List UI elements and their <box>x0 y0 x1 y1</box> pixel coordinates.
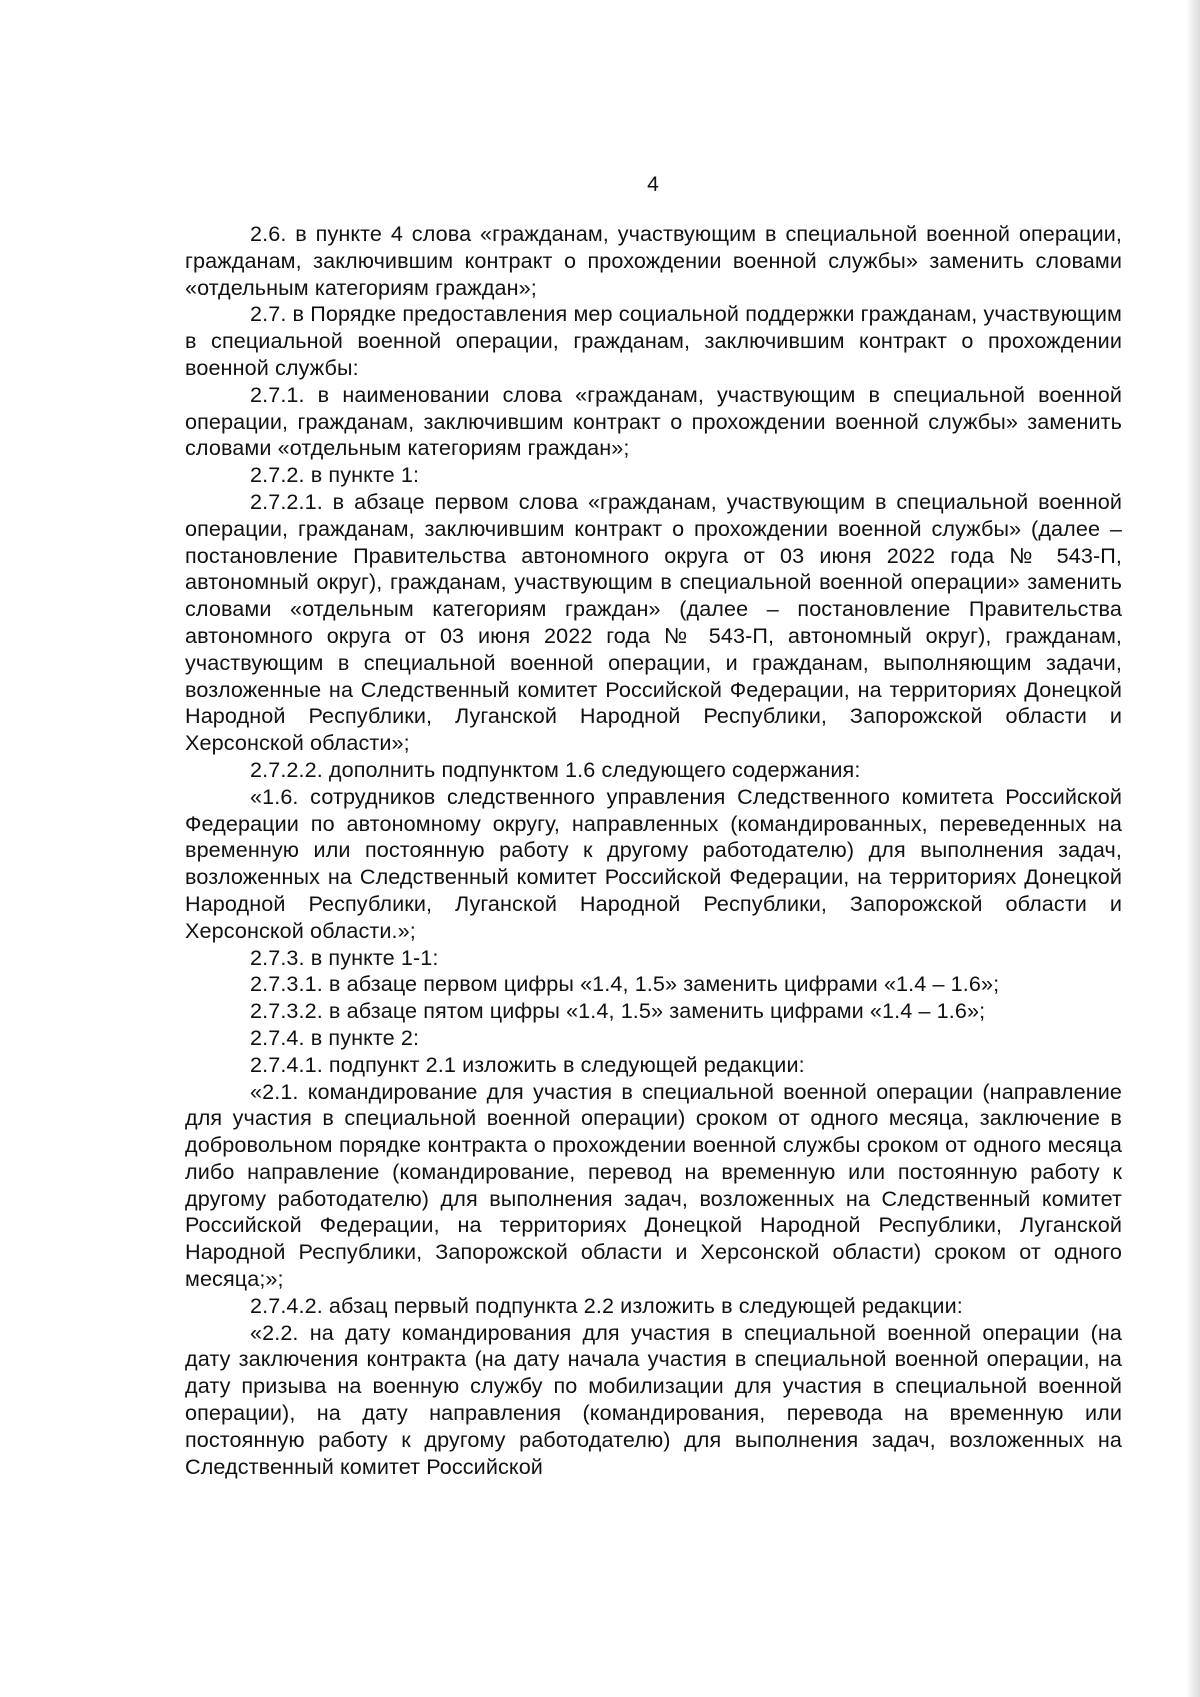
paragraph-2-7-1: 2.7.1. в наименовании слова «гражданам, участвующим в специальной военной операции, гражданам, заключившим контракт о прохождении военной службы» заменить словами «отдельным категориям граждан»; <box>185 381 1122 461</box>
paragraph-2-2-quote: «2.2. на дату командирования для участия в специальной военной операции (на дату заключения контракта (на дату начала участия в специальной военной операции, на дату призыва на военную службу по мобилизации для участия в специальной военной операции), на дату направления (командирования, перевода на временную или постоянную работу к другому работодателю) для выполнения задач, возложенных на Следственный комитет Российской <box>185 1319 1122 1479</box>
paragraph-2-7-3-2: 2.7.3.2. в абзаце пятом цифры «1.4, 1.5» заменить цифрами «1.4 – 1.6»; <box>250 998 986 1024</box>
paragraph-2-7-4-1: 2.7.4.1. подпункт 2.1 изложить в следующей редакции: <box>250 1051 805 1077</box>
paragraph-2-7-4: 2.7.4. в пункте 2: <box>250 1024 420 1050</box>
paragraph-2-7-3: 2.7.3. в пункте 1-1: <box>250 944 439 970</box>
page-number: 4 <box>647 173 659 196</box>
paragraph-2-6: 2.6. в пункте 4 слова «гражданам, участвующим в специальной военной операции, гражданам, заключившим контракт о прохождении военной службы» заменить словами «отдельным категориям граждан»; <box>185 221 1122 300</box>
paragraph-2-7: 2.7. в Порядке предоставления мер социальной поддержки гражданам, участвующим в специальной военной операции, гражданам, заключившим контракт о прохождении военной службы: <box>185 301 1122 380</box>
page-edge-shadow <box>1186 0 1200 1697</box>
paragraph-1-6-quote: «1.6. сотрудников следственного управления Следственного комитета Российской Федерации по автономному округу, направленных (командированных, переведенных на временную или постоянную работу к другому работодателю) для выполнения задач, возложенных на Следственный комитет Российской Федерации, на территориях Донецкой Народной Республики, Луганской Народной Республики, Запорожской области и Херсонской области.»; <box>185 783 1122 943</box>
paragraph-2-7-2-1: 2.7.2.1. в абзаце первом слова «гражданам, участвующим в специальной военной операции, гражданам, заключившим контракт о прохождении военной службы» (далее – постановление Правительства автономного округа от 03 июня 2022 года № 543-П, автономный округ), гражданам, участвующим в специальной военной операции» заменить словами «отдельным категориям граждан» (далее – постановление Правительства автономного округа от 03 июня 2022 года № 543-П, автономный округ), гражданам, участвующим в специальной военной операции, и гражданам, выполняющим задачи, возложенные на Следственный комитет Российской Федерации, на территориях Донецкой Народной Республики, Луганской Народной Республики, Запорожской области и Херсонской области»; <box>185 488 1122 756</box>
document-body <box>185 221 1122 1480</box>
paragraph-2-7-2-2: 2.7.2.2. дополнить подпунктом 1.6 следующего содержания: <box>250 756 861 782</box>
paragraph-2-7-2: 2.7.2. в пункте 1: <box>250 462 420 488</box>
paragraph-2-7-4-2: 2.7.4.2. абзац первый подпункта 2.2 изложить в следующей редакции: <box>250 1292 963 1318</box>
paragraph-2-7-3-1: 2.7.3.1. в абзаце первом цифры «1.4, 1.5» заменить цифрами «1.4 – 1.6»; <box>250 971 1000 997</box>
paragraph-2-1-quote: «2.1. командирование для участия в специальной военной операции (направление для участия в специальной военной операции) сроком от одного месяца, заключение в добровольном порядке контракта о прохождении военной службы сроком от одного месяца либо направление (командирование, перевод на временную или постоянную работу к другому работодателю) для выполнения задач, возложенных на Следственный комитет Российской Федерации, на территориях Донецкой Народной Республики, Луганской Народной Республики, Запорожской области и Херсонской области) сроком от одного месяца;»; <box>185 1078 1122 1292</box>
